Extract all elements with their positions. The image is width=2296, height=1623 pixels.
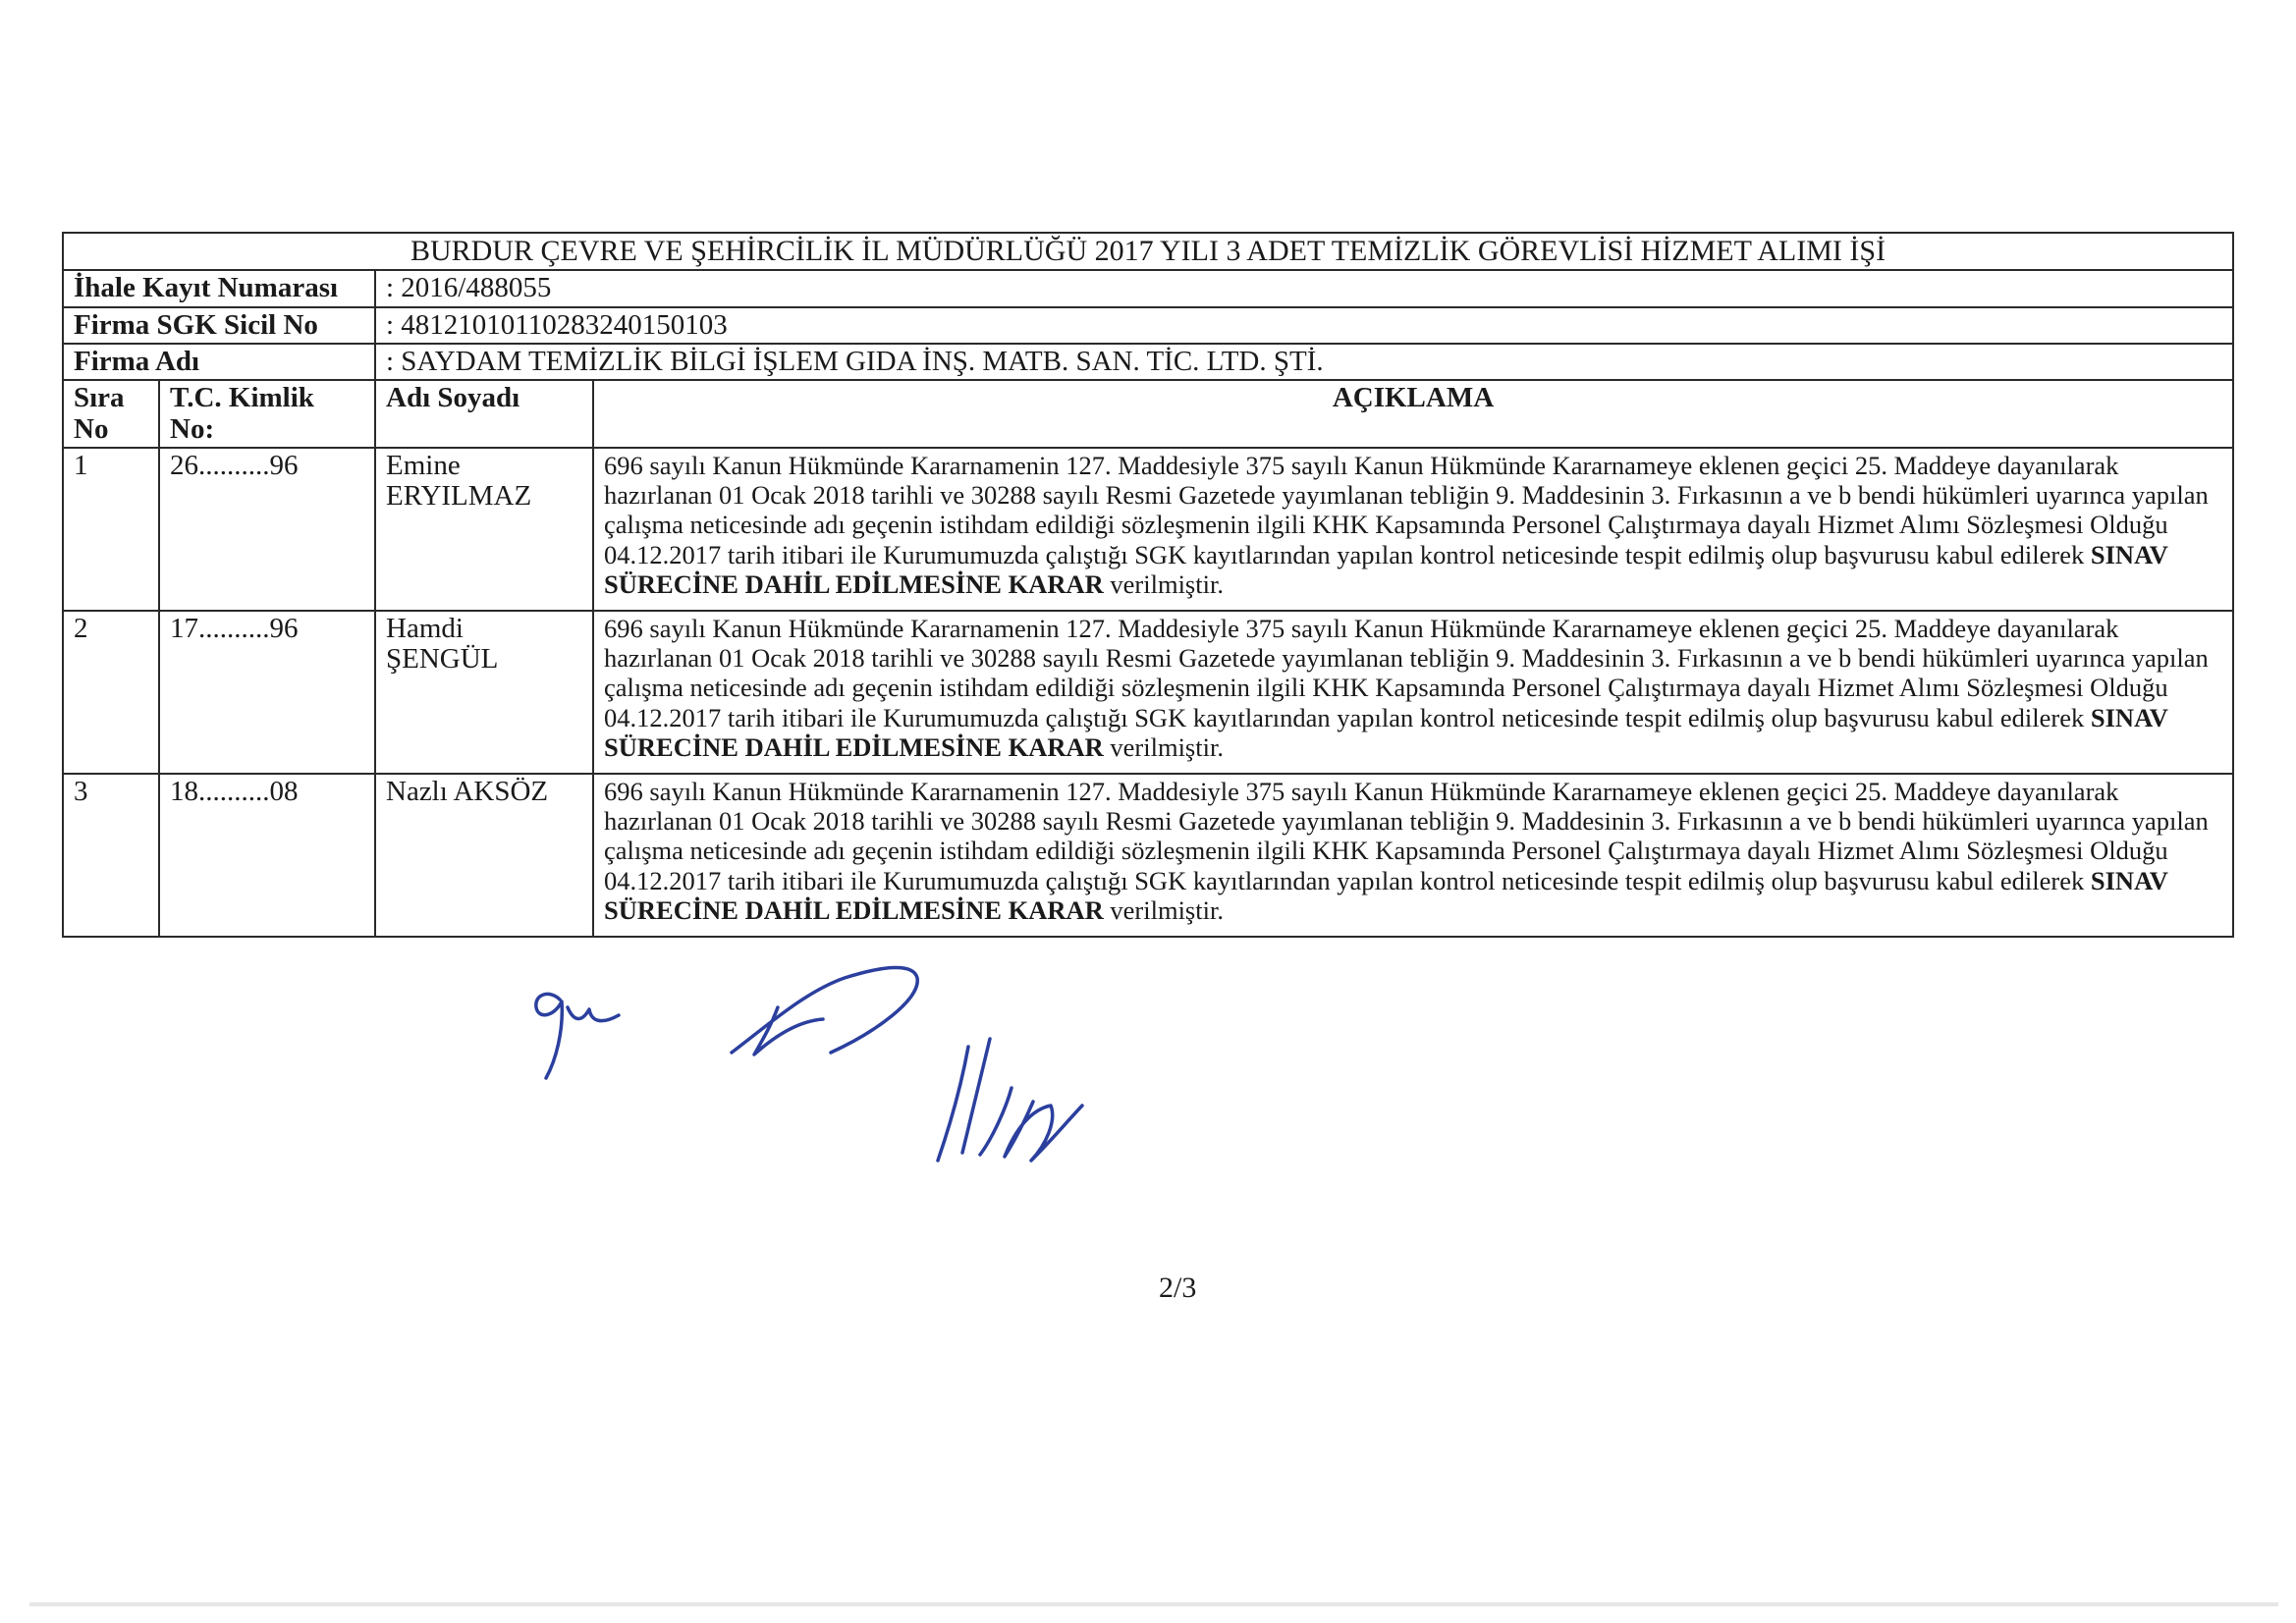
firma-label: Firma Adı: [63, 344, 375, 380]
sgk-row: [63, 307, 2233, 344]
row-description-end: verilmiştir.: [1103, 894, 1224, 925]
col-sira-line2: No: [74, 412, 109, 445]
sgk-value: : 48121010110283240150103: [375, 307, 2233, 344]
row-name: [375, 611, 593, 774]
row-sira: 3: [63, 774, 159, 937]
row-description-text: 696 sayılı Kanun Hükmünde Kararnamenin 127. Maddesiyle 375 sayılı Kanun Hükmünde Kararnameye eklenen geçici 25. Maddeye dayanılarak hazırlanan 01 Ocak 2018 tarihli ve 30288 sayılı Resmi Gazetede yayımlanan tebliğin 9. Maddesinin 3. Fırkasının a ve b bendi hükümleri uyarınca yapılan çalışma neticesinde adı geçenin istihdam edildiği sözleşmenin ilgili KHK Kapsamında Personel Çalıştırmaya dayalı Hizmet Alımı Sözleşmesi Olduğu 04.12.2017 tarih itibari ile Kurumumuzda çalıştığı SGK kayıtlarından yapılan kontrol neticesinde tespit edilmiş olup başvurusu kabul edilerek: [604, 776, 2209, 895]
firma-row: [63, 344, 2233, 380]
row-decision-text: SINAV SÜRECİNE DAHİL EDİLMESİNE KARAR: [604, 539, 2168, 599]
title-row: [63, 233, 2233, 270]
row-description-end: verilmiştir.: [1103, 568, 1224, 599]
signatures: [520, 943, 1169, 1168]
table-row: [63, 774, 2233, 937]
col-sira-line1: Sıra: [74, 382, 125, 414]
col-tc-line1: T.C. Kimlik: [170, 382, 314, 414]
row-name-line2: ERYILMAZ: [386, 480, 532, 513]
row-description: [593, 774, 2233, 937]
signature-2: [732, 967, 917, 1055]
page-number: 2/3: [1159, 1271, 1197, 1304]
col-sira: [63, 380, 159, 448]
row-description-text: 696 sayılı Kanun Hükmünde Kararnamenin 127. Maddesiyle 375 sayılı Kanun Hükmünde Kararnameye eklenen geçici 25. Maddeye dayanılarak hazırlanan 01 Ocak 2018 tarihli ve 30288 sayılı Resmi Gazetede yayımlanan tebliğin 9. Maddesinin 3. Fırkasının a ve b bendi hükümleri uyarınca yapılan çalışma neticesinde adı geçenin istihdam edildiği sözleşmenin ilgili KHK Kapsamında Personel Çalıştırmaya dayalı Hizmet Alımı Sözleşmesi Olduğu 04.12.2017 tarih itibari ile Kurumumuzda çalıştığı SGK kayıtlarından yapılan kontrol neticesinde tespit edilmiş olup başvurusu kabul edilerek: [604, 613, 2209, 732]
row-tc: 26..........96: [159, 448, 375, 611]
col-tc: [159, 380, 375, 448]
row-sira: 1: [63, 448, 159, 611]
table-row: [63, 611, 2233, 774]
row-decision-text: SINAV SÜRECİNE DAHİL EDİLMESİNE KARAR: [604, 865, 2168, 925]
row-tc: 17..........96: [159, 611, 375, 774]
col-tc-line2: No:: [170, 412, 215, 445]
firma-value: : SAYDAM TEMİZLİK BİLGİ İŞLEM GIDA İNŞ. MATB. SAN. TİC. LTD. ŞTİ.: [375, 344, 2233, 380]
row-name: [375, 448, 593, 611]
signature-3: [938, 1039, 1082, 1161]
row-name-line2: ŞENGÜL: [386, 643, 499, 676]
row-decision-text: SINAV SÜRECİNE DAHİL EDİLMESİNE KARAR: [604, 702, 2168, 762]
ihale-value: : 2016/488055: [375, 270, 2233, 306]
row-name-line1: Emine: [386, 449, 461, 481]
ihale-row: [63, 270, 2233, 306]
table-row: [63, 448, 2233, 611]
col-adsoyad: Adı Soyadı: [375, 380, 593, 448]
row-name: [375, 774, 593, 937]
applicant-table: [62, 232, 2234, 938]
row-description-end: verilmiştir.: [1103, 731, 1224, 762]
ihale-label: İhale Kayıt Numarası: [63, 270, 375, 306]
column-header-row: [63, 380, 2233, 448]
row-description: [593, 611, 2233, 774]
col-aciklama: AÇIKLAMA: [593, 380, 2233, 448]
row-name-line1: Hamdi: [386, 612, 464, 644]
sgk-label: Firma SGK Sicil No: [63, 307, 375, 344]
row-description-text: 696 sayılı Kanun Hükmünde Kararnamenin 127. Maddesiyle 375 sayılı Kanun Hükmünde Kararnameye eklenen geçici 25. Maddeye dayanılarak hazırlanan 01 Ocak 2018 tarihli ve 30288 sayılı Resmi Gazetede yayımlanan tebliğin 9. Maddesinin 3. Fırkasının a ve b bendi hükümleri uyarınca yapılan çalışma neticesinde adı geçenin istihdam edildiği sözleşmenin ilgili KHK Kapsamında Personel Çalıştırmaya dayalı Hizmet Alımı Sözleşmesi Olduğu 04.12.2017 tarih itibari ile Kurumumuzda çalıştığı SGK kayıtlarından yapılan kontrol neticesinde tespit edilmiş olup başvurusu kabul edilerek: [604, 450, 2209, 569]
row-sira: 2: [63, 611, 159, 774]
document-title: BURDUR ÇEVRE VE ŞEHİRCİLİK İL MÜDÜRLÜĞÜ 2017 YILI 3 ADET TEMİZLİK GÖREVLİSİ HİZMET ALIMI İŞİ: [63, 233, 2233, 270]
row-tc: 18..........08: [159, 774, 375, 937]
signature-1: [536, 994, 619, 1078]
row-name-line1: Nazlı AKSÖZ: [386, 775, 549, 807]
row-description: [593, 448, 2233, 611]
scan-edge: [29, 1602, 2278, 1606]
